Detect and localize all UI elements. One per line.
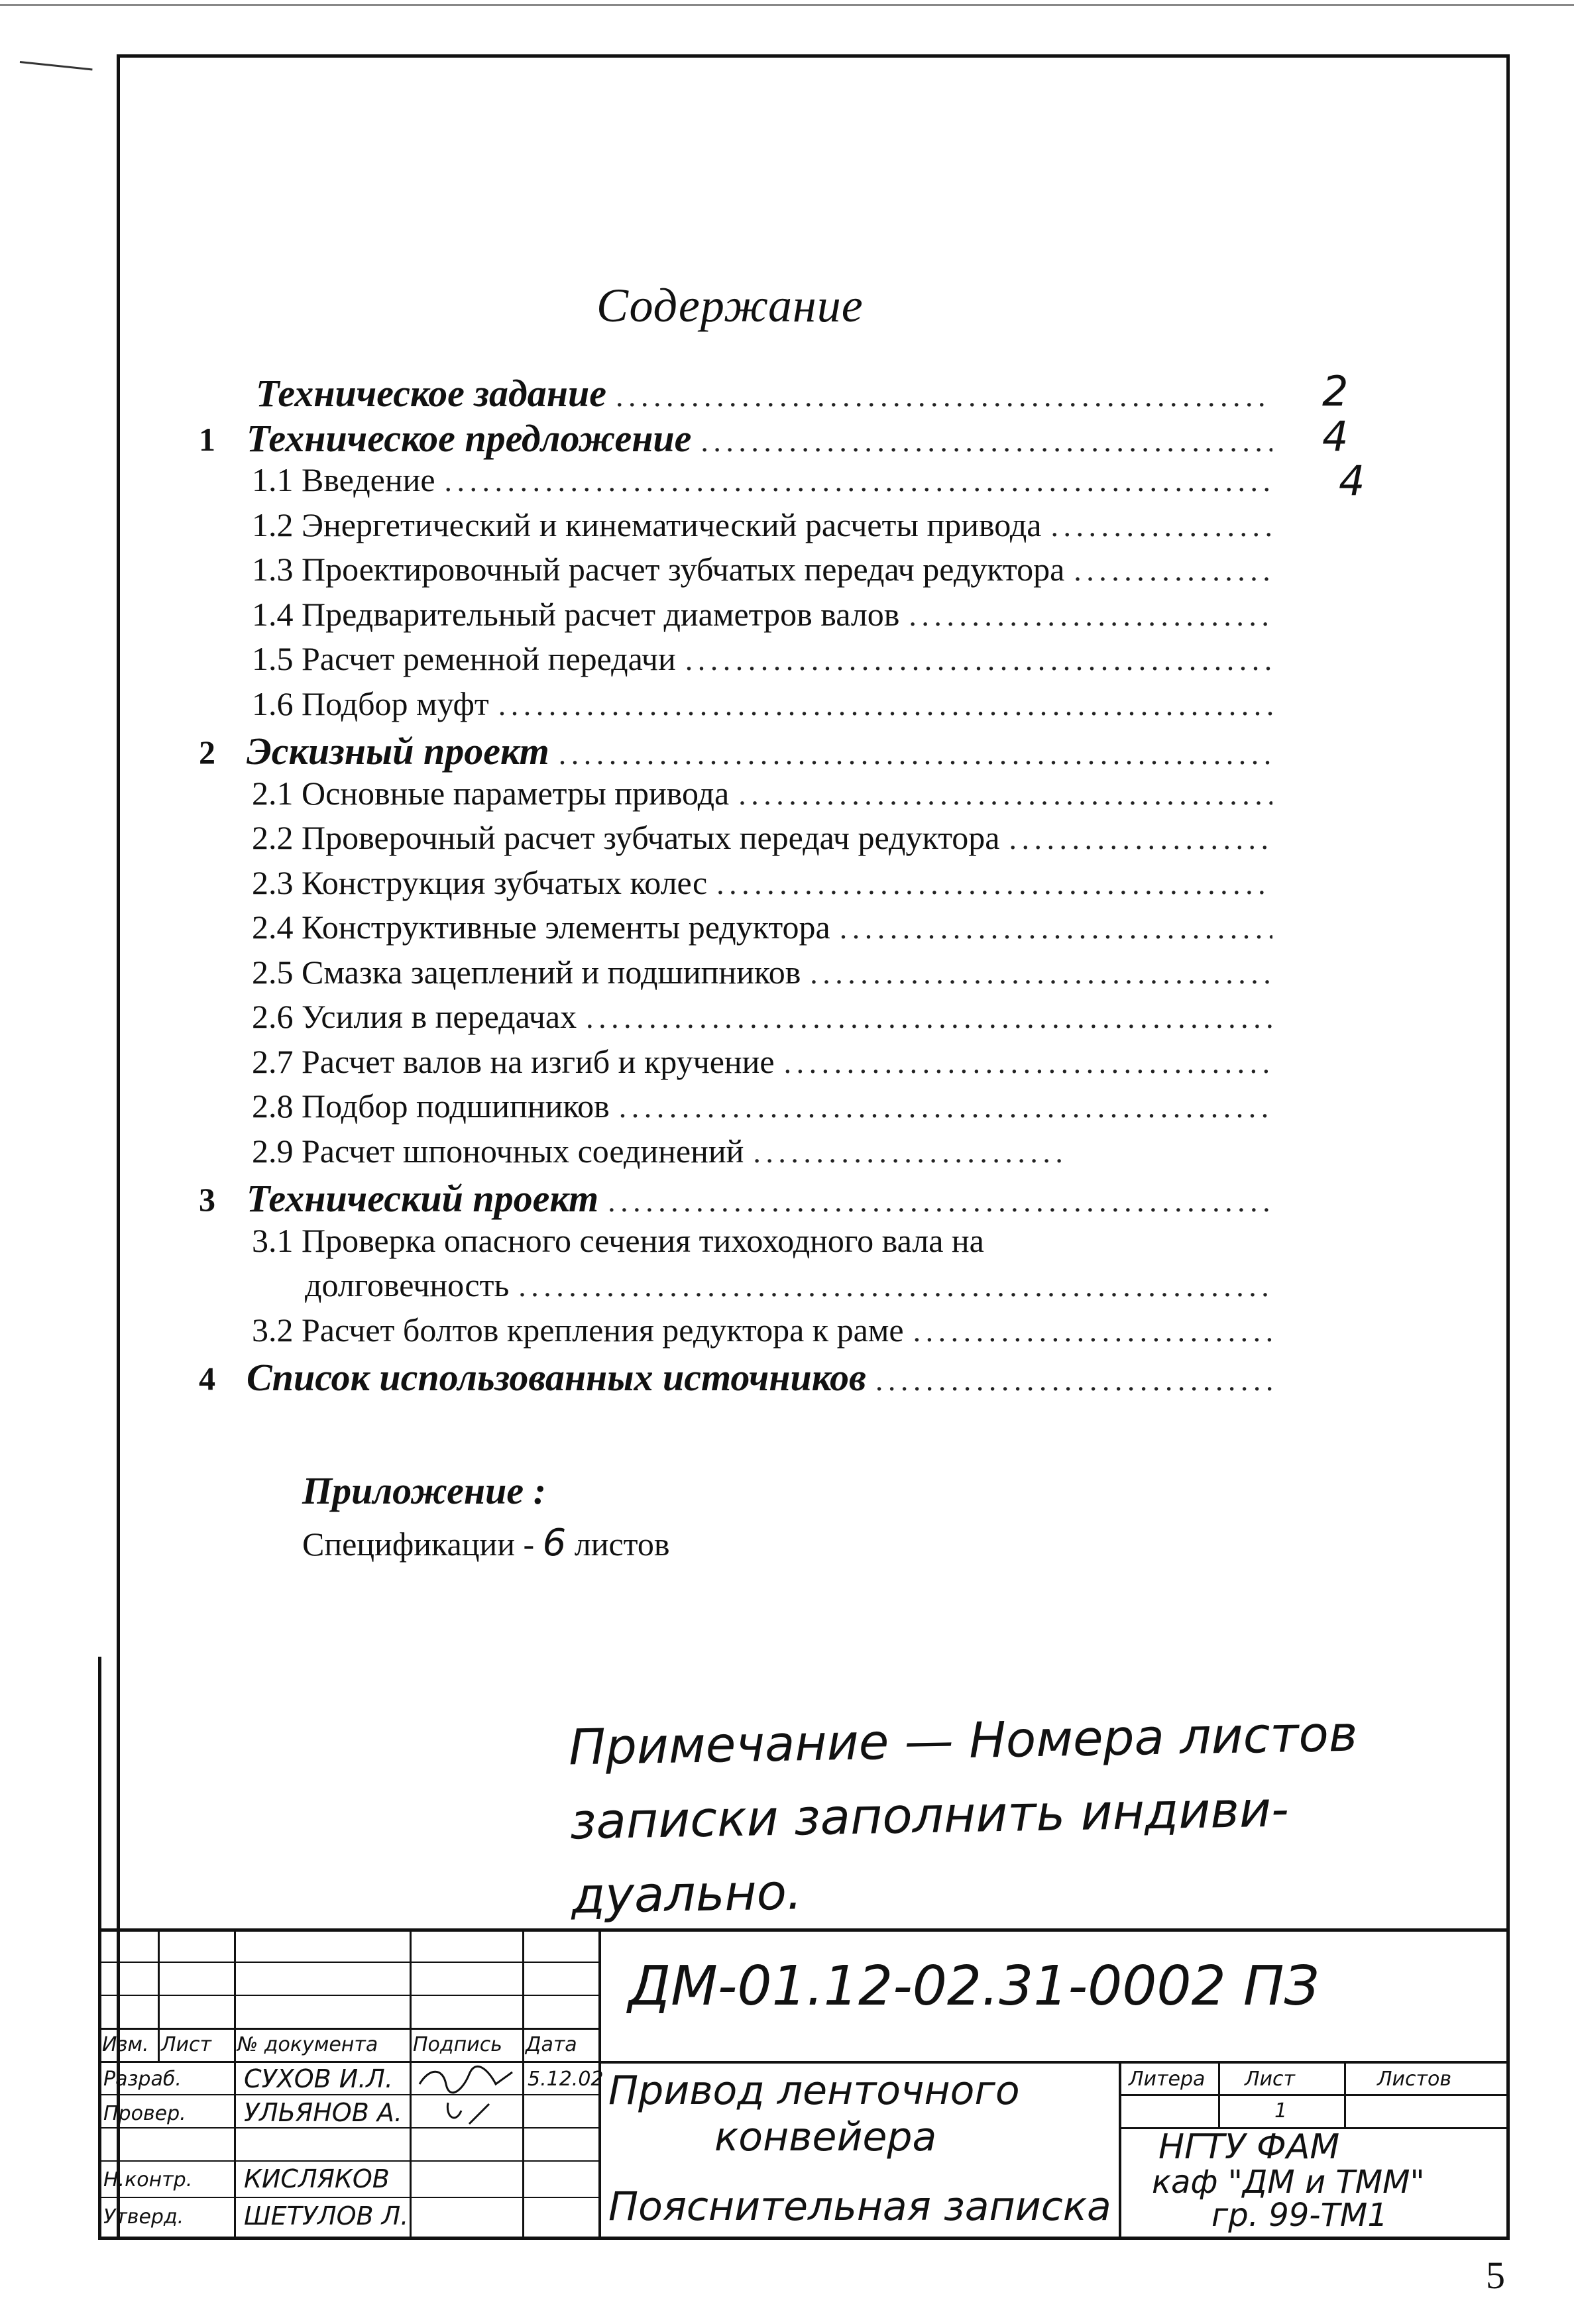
tb-line (410, 1928, 412, 2240)
toc-row (252, 595, 1272, 639)
toc-dot-leader (784, 1045, 1272, 1080)
toc-row (252, 506, 1272, 549)
tb-sheets-label: Листов (1377, 2068, 1452, 2091)
toc-section-number: 4 (199, 1360, 215, 1397)
toc-row (247, 416, 1272, 460)
toc-dot-leader (445, 463, 1272, 498)
toc-label: 1.1 Введение (252, 461, 435, 498)
product-name-line2: конвейера (714, 2114, 937, 2160)
toc-label: 1.5 Расчет ременной передачи (252, 640, 676, 677)
tb-name-razrab: СУХОВ И.Л. (244, 2064, 393, 2093)
toc-label: 1.4 Предварительный расчет диаметров валов (252, 596, 900, 633)
toc-label: 1.6 Подбор муфт (252, 685, 489, 722)
toc-dot-leader (716, 866, 1272, 901)
toc-row (252, 639, 1272, 683)
tb-line (98, 2197, 598, 2198)
toc-dot-leader (913, 1313, 1272, 1349)
tb-role-nkontr: Н.контр. (103, 2168, 193, 2191)
tb-line (98, 1928, 101, 2240)
toc-row (252, 1221, 1272, 1265)
tb-line (98, 2094, 598, 2095)
tb-date-razrab: 5.12.02 (528, 2068, 604, 2091)
toc-row (252, 550, 1272, 594)
appendix-title: Приложение : (302, 1469, 546, 1512)
title-block (98, 1928, 1510, 2240)
product-name-line1: Привод ленточного (608, 2068, 1020, 2114)
toc-label: Техническое предложение (247, 417, 692, 460)
tb-name-nkontr: КИСЛЯКОВ (244, 2164, 390, 2193)
toc-label: 3.2 Расчет болтов крепления редуктора к раме (252, 1311, 904, 1349)
org-line2: каф "ДМ и ТММ" (1152, 2164, 1425, 2201)
document-code: ДМ-01.12-02.31-0002 ПЗ (628, 1955, 1320, 2018)
document-type: Пояснительная записка (608, 2184, 1111, 2230)
toc-row (247, 1176, 1272, 1220)
tb-line (522, 1928, 524, 2240)
toc-dot-leader (685, 642, 1272, 677)
toc-dot-leader (559, 736, 1272, 771)
toc-dot-leader (1074, 553, 1272, 588)
toc-label: 1.2 Энергетический и кинематический расчеты привода (252, 506, 1042, 543)
toc-row (252, 953, 1272, 997)
toc-section-number: 2 (199, 734, 215, 771)
toc-row (247, 1355, 1272, 1399)
toc-row (252, 1132, 1067, 1176)
appendix-prefix: Спецификации - (302, 1525, 543, 1563)
toc-dot-leader (701, 423, 1272, 459)
toc-page-number: 4 (1339, 457, 1365, 505)
signature (416, 2064, 516, 2096)
toc-dot-leader (608, 1184, 1272, 1219)
tb-role-prover: Провер. (103, 2102, 186, 2125)
toc-label: 2.1 Основные параметры привода (252, 775, 730, 812)
toc-label: 2.4 Конструктивные элементы редуктора (252, 909, 830, 946)
toc-label: 2.5 Смазка зацеплений и подшипников (252, 954, 801, 991)
toc-label: долговечность (305, 1266, 510, 1303)
toc-label: 2.3 Конструкция зубчатых колес (252, 864, 708, 901)
toc-label: 2.7 Расчет валов на изгиб и кручение (252, 1043, 775, 1080)
tb-line (98, 2237, 1510, 2240)
toc-row (305, 1266, 1272, 1309)
toc-row (252, 1311, 1272, 1355)
org-line1: НГТУ ФАМ (1158, 2127, 1340, 2167)
toc-row (252, 1042, 1272, 1086)
tb-name-prover: УЛЬЯНОВ А. (244, 2098, 402, 2127)
tb-line (1119, 2061, 1121, 2240)
toc-row (252, 863, 1272, 907)
toc-dot-leader (753, 1134, 1067, 1170)
toc-label: 1.3 Проектировочный расчет зубчатых передач редуктора (252, 551, 1065, 588)
tb-header-date: Дата (526, 2033, 577, 2056)
page-number: 5 (1486, 2254, 1505, 2297)
scan-mark (20, 61, 93, 70)
tb-header-sign: Подпись (413, 2033, 502, 2056)
toc-row (252, 685, 1272, 728)
toc-dot-leader (619, 1089, 1272, 1125)
toc-label: 3.1 Проверка опасного сечения тихоходного вала на (252, 1222, 984, 1259)
tb-line (98, 2127, 598, 2129)
org-line3: гр. 99-ТМ1 (1211, 2197, 1388, 2234)
tb-header-izm: Изм. (102, 2033, 149, 2056)
tb-role-razrab: Разраб. (103, 2068, 182, 2091)
toc-label: Эскизный проект (247, 730, 549, 773)
tb-line (98, 1962, 598, 1963)
toc-dot-leader (840, 911, 1272, 946)
tb-line (1344, 2061, 1346, 2127)
toc-label: Техническое задание (256, 372, 606, 415)
tb-sheet-label: Лист (1245, 2068, 1296, 2091)
signature-mark (443, 2097, 516, 2127)
tb-line (98, 2028, 598, 2030)
note-line: Примечание — Номера листов (568, 1705, 1359, 1777)
toc-row (256, 371, 1272, 415)
toc-label: Список использованных источников (247, 1356, 866, 1399)
toc-row (252, 1087, 1272, 1131)
toc-row (252, 908, 1272, 952)
toc-section-number: 3 (199, 1181, 215, 1218)
handwritten-note (568, 1696, 1433, 1934)
tb-line (98, 1928, 1510, 1932)
toc-page-number: 2 (1322, 367, 1349, 415)
note-line: дуально. (571, 1863, 803, 1925)
toc-dot-leader (909, 598, 1272, 633)
toc-page-number: 4 (1322, 412, 1349, 461)
toc-row (252, 461, 1272, 504)
tb-line (598, 2061, 1510, 2064)
appendix-count: 6 (542, 1522, 567, 1565)
tb-header-list: Лист (161, 2033, 212, 2056)
toc-dot-leader (810, 956, 1272, 991)
toc-section-number: 1 (199, 421, 215, 458)
tb-line (1119, 2094, 1510, 2096)
tb-header-doc: № документа (237, 2033, 378, 2056)
tb-line (98, 2061, 598, 2063)
toc-row (252, 774, 1272, 818)
toc-dot-leader (518, 1268, 1272, 1303)
toc-row (252, 818, 1272, 862)
toc-label: 2.2 Проверочный расчет зубчатых передач редуктора (252, 819, 1000, 856)
appendix-line (302, 1522, 669, 1565)
note-line: записки заполнить индиви- (569, 1781, 1290, 1851)
toc-dot-leader (1009, 821, 1272, 856)
tb-line (234, 1928, 236, 2240)
toc-row (247, 729, 1272, 773)
tb-litera-label: Литера (1129, 2068, 1206, 2091)
scan-edge-line (0, 4, 1574, 6)
appendix-suffix: листов (566, 1525, 670, 1563)
page-title: Содержание (596, 279, 864, 332)
tb-role-utverd: Утверд. (103, 2205, 184, 2229)
tb-sheet-value: 1 (1274, 2099, 1288, 2123)
tb-name-utverd: ШЕТУЛОВ Л. (244, 2201, 409, 2231)
tb-line (98, 1995, 598, 1996)
tb-line (1507, 1928, 1510, 2240)
toc-dot-leader (738, 777, 1272, 812)
toc-label: 2.9 Расчет шпоночных соединений (252, 1133, 744, 1170)
toc-dot-leader (875, 1362, 1272, 1398)
toc-row (252, 997, 1272, 1041)
toc-dot-leader (586, 1000, 1272, 1035)
toc-dot-leader (616, 378, 1272, 414)
toc-label: 2.6 Усилия в передачах (252, 998, 577, 1035)
toc-label: Технический проект (247, 1177, 599, 1220)
toc-dot-leader (1050, 508, 1272, 543)
toc-dot-leader (498, 687, 1272, 722)
tb-line (1218, 2061, 1220, 2127)
toc-label: 2.8 Подбор подшипников (252, 1087, 610, 1125)
tb-line (98, 2160, 598, 2162)
